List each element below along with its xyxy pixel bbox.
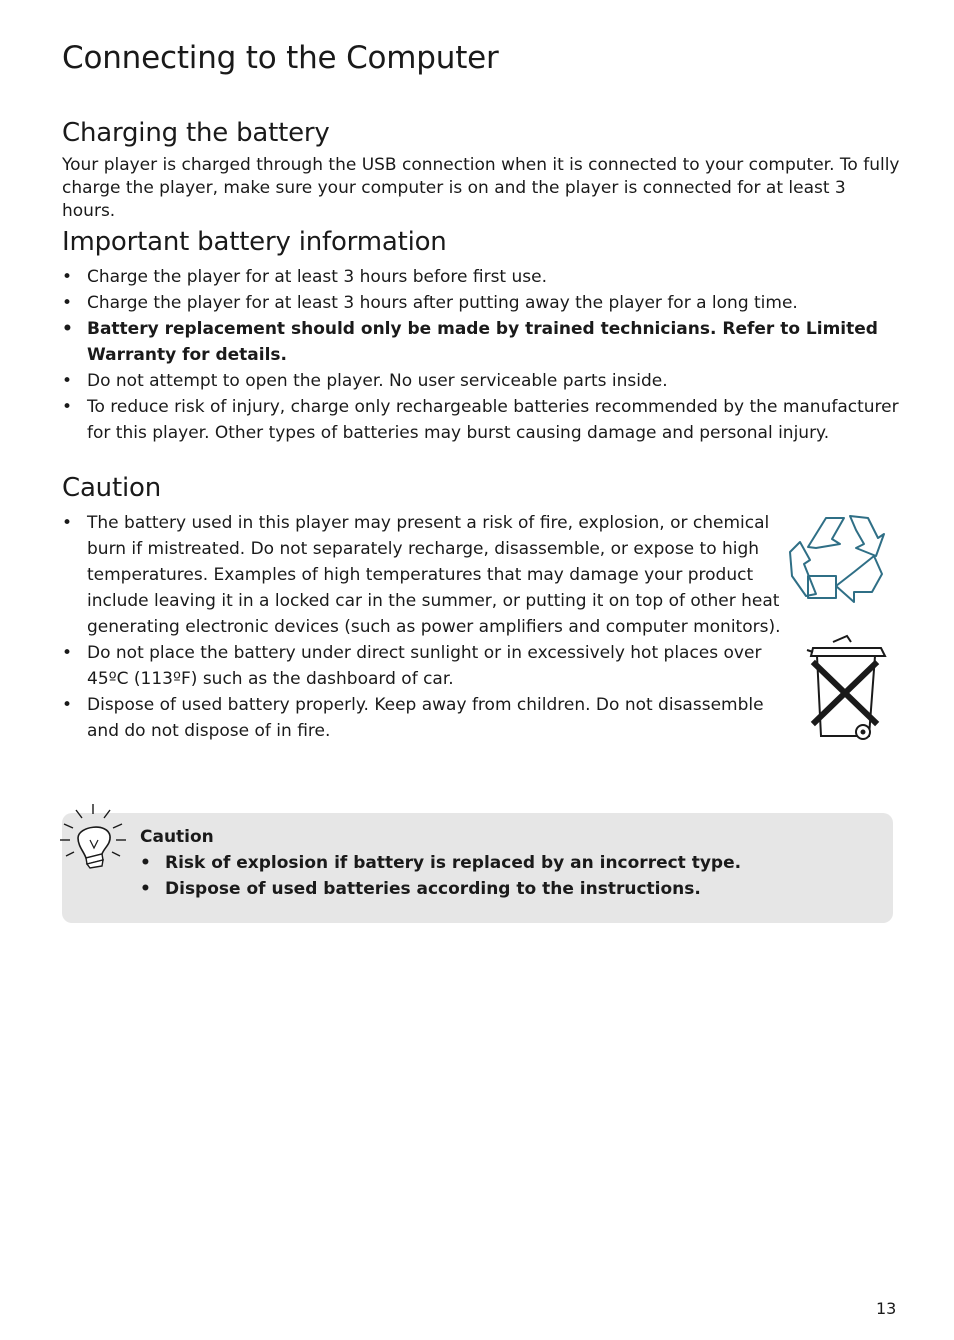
list-item: • Dispose of used battery properly. Keep away from children. Do not disassemble and do not dispose of in fire.	[62, 692, 797, 744]
page-number: 13	[876, 1299, 897, 1318]
list-item: • The battery used in this player may present a risk of fire, explosion, or chemical burn if mistreated. Do not separately recharge, disassemble, or expose to high temperatures. Examples of high temperatures that may damage your product include leaving it in a locked car in the summer, or putting it on top of other heat generating electronic devices (such as power amplifiers and computer monitors).	[62, 510, 797, 640]
list-item: • Dispose of used batteries according to the instructions.	[140, 876, 741, 902]
list-item: • Battery replacement should only be made by trained technicians. Refer to Limited Warranty for details.	[62, 316, 902, 368]
list-item: • Charge the player for at least 3 hours after putting away the player for a long time.	[62, 290, 902, 316]
lightbulb-icon	[56, 800, 130, 874]
charging-heading: Charging the battery	[62, 118, 330, 148]
list-item: • Risk of explosion if battery is replaced by an incorrect type.	[140, 850, 741, 876]
caution-list	[62, 510, 797, 744]
crossed-out-wheelie-bin-icon	[803, 634, 887, 742]
important-info-heading: Important battery information	[62, 227, 447, 257]
list-item: • To reduce risk of injury, charge only rechargeable batteries recommended by the manufacturer for this player. Other types of batteries may burst causing damage and personal injury.	[62, 394, 902, 446]
caution-heading: Caution	[62, 473, 161, 503]
note-title: Caution	[140, 827, 214, 847]
recycle-icon	[786, 512, 886, 613]
list-item: • Do not place the battery under direct sunlight or in excessively hot places over 45ºC (113ºF) such as the dashboard of car.	[62, 640, 797, 692]
list-item: • Do not attempt to open the player. No user serviceable parts inside.	[62, 368, 902, 394]
page-title: Connecting to the Computer	[62, 40, 499, 76]
list-item: • Charge the player for at least 3 hours before first use.	[62, 264, 902, 290]
charging-paragraph: Your player is charged through the USB connection when it is connected to your computer. To fully charge the player, make sure your computer is on and the player is connected for at least 3 hours.	[62, 155, 900, 221]
note-list	[140, 850, 741, 902]
important-info-list	[62, 264, 902, 446]
